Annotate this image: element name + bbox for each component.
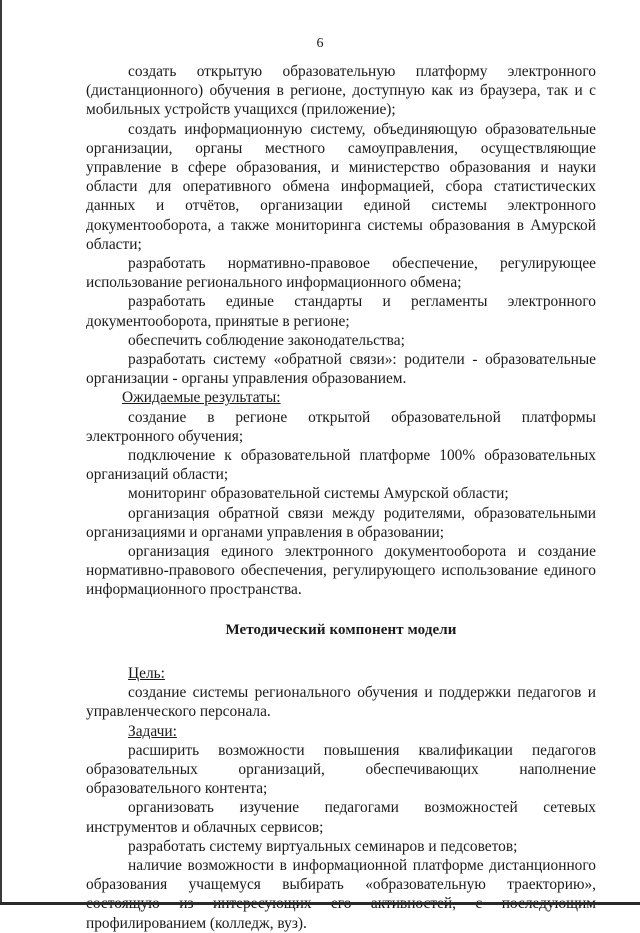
paragraph: обеспечить соблюдение законодательства; — [128, 331, 405, 349]
result-item: подключение к образовательной платформе 100% образовательных организаций области; — [86, 447, 596, 484]
result-item: создание в регионе открытой образовательной платформы электронного обучения; — [86, 408, 596, 445]
result-item: мониторинг образовательной системы Амурской области; — [128, 485, 509, 503]
task-item: расширить возможности повышения квалификации педагогов образовательных организаций, обеспечивающих наполнение образовательного контента; — [86, 741, 596, 798]
task-item: разработать систему виртуальных семинаров и педсоветов; — [128, 837, 518, 855]
paragraph: разработать систему «обратной связи»: родители - образовательные организации - органы управления образованием. — [86, 351, 596, 388]
results-label: Ожидаемые результаты: — [122, 389, 281, 407]
body-text — [86, 62, 596, 933]
paragraph: разработать единые стандарты и регламенты электронного документооборота, принятые в регионе; — [86, 293, 596, 330]
section-heading: Методический компонент модели — [225, 621, 457, 638]
result-item: организация единого электронного документооборота и создание нормативно-правового обеспечения, регулирующего использование единого информационного пространства. — [86, 543, 596, 599]
paragraph: создать открытую образовательную платформу электронного (дистанционного) обучения в регионе, доступную как из браузера, так и с мобильных устройств учащихся (приложение); — [86, 63, 596, 119]
paragraph: создать информационную систему, объединяющую образовательные организации, органы местного самоуправления, осуществляющие управление в сфере образования, и министерство образования и науки области для оперативного обмена информацией, сбора статистических данных и отчётов, организации единой системы электронного документооборота, а также мониторинга системы образования в Амурской области; — [86, 120, 596, 253]
scan-edge-left — [0, 0, 2, 905]
result-item: организация обратной связи между родителями, образовательными организациями и органами управления в образовании; — [86, 504, 596, 541]
paragraph: разработать нормативно-правовое обеспечение, регулирующее использование регионального информационного обмена; — [86, 255, 596, 292]
task-item: наличие возможности в информационной платформе дистанционного образования учащемуся выбирать «образовательную траекторию», профилированием (колледж, вуз). — [86, 856, 596, 932]
goal-label: Цель: — [128, 664, 165, 682]
tasks-label: Задачи: — [128, 722, 177, 740]
goal-text: создание системы регионального обучения и поддержки педагогов и управленческого персонала. — [86, 684, 596, 721]
page-number: 6 — [316, 36, 324, 51]
task-item: организовать изучение педагогами возможностей сетевых инструментов и облачных сервисов; — [86, 799, 596, 836]
